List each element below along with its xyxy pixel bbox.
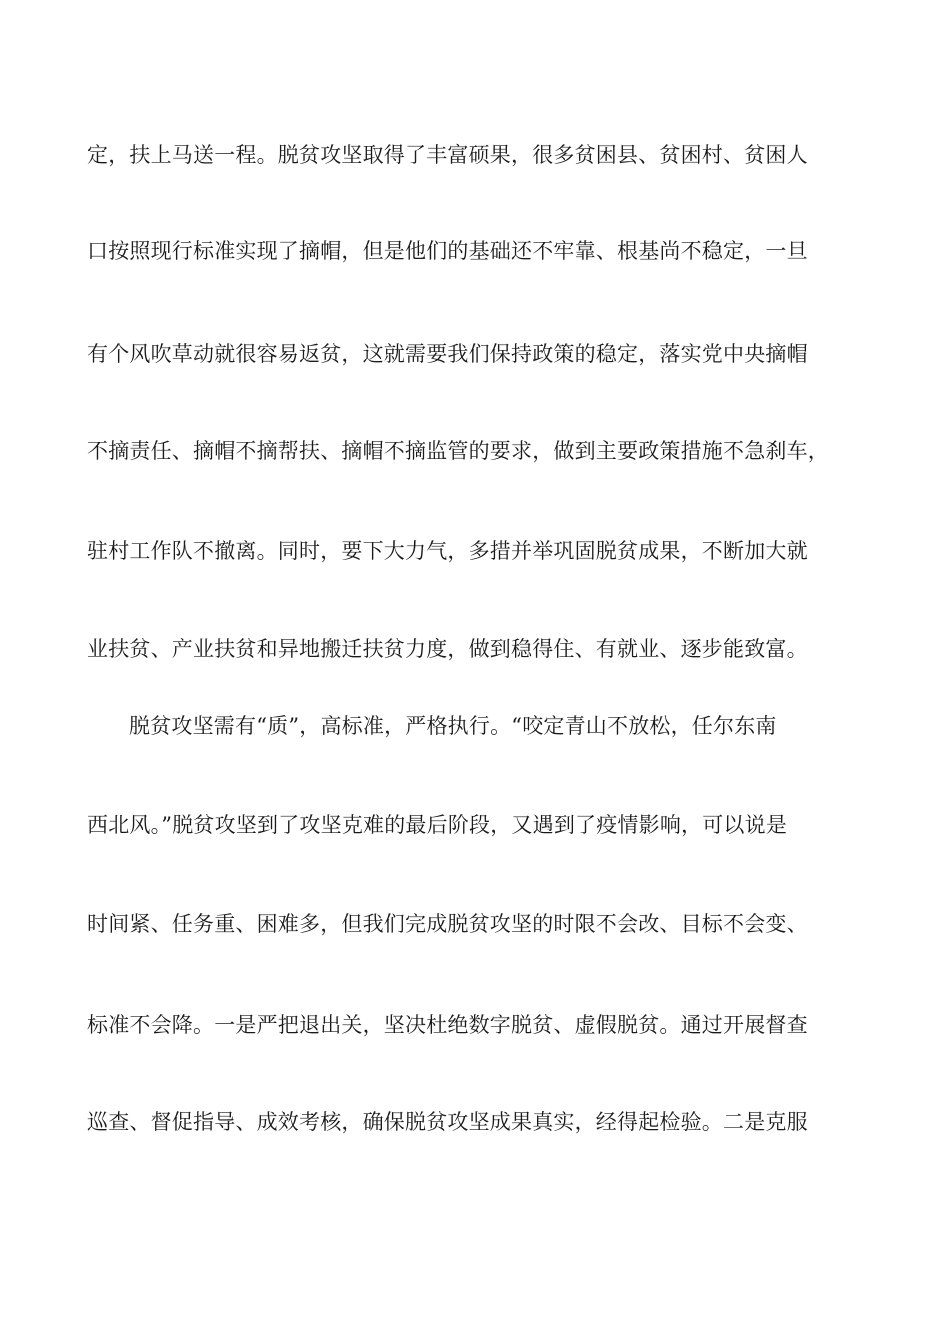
text-line: 不摘责任、摘帽不摘帮扶、摘帽不摘监管的要求，做到主要政策措施不急刹车， [87,439,829,463]
paragraph-first-line: 脱贫攻坚需有“质”，高标准，严格执行。“咬定青山不放松，任尔东南 [129,714,777,738]
text-line: 口按照现行标准实现了摘帽，但是他们的基础还不牢靠、根基尚不稳定，一旦 [87,239,808,263]
text-line: 业扶贫、产业扶贫和异地搬迁扶贫力度，做到稳得住、有就业、逐步能致富。 [87,637,808,661]
text-line: 标准不会降。一是严把退出关，坚决杜绝数字脱贫、虚假脱贫。通过开展督查 [87,1013,808,1037]
text-line: 有个风吹草动就很容易返贫，这就需要我们保持政策的稳定，落实党中央摘帽 [87,342,808,366]
text-line: 时间紧、任务重、困难多，但我们完成脱贫攻坚的时限不会改、目标不会变、 [87,912,808,936]
text-line: 定，扶上马送一程。脱贫攻坚取得了丰富硕果，很多贫困县、贫困村、贫困人 [87,143,808,167]
text-line: 西北风。”脱贫攻坚到了攻坚克难的最后阶段，又遇到了疫情影响，可以说是 [87,813,788,837]
text-line: 驻村工作队不撤离。同时，要下大力气，多措并举巩固脱贫成果，不断加大就 [87,539,808,563]
text-line: 巡查、督促指导、成效考核，确保脱贫攻坚成果真实，经得起检验。二是克服 [87,1110,808,1134]
